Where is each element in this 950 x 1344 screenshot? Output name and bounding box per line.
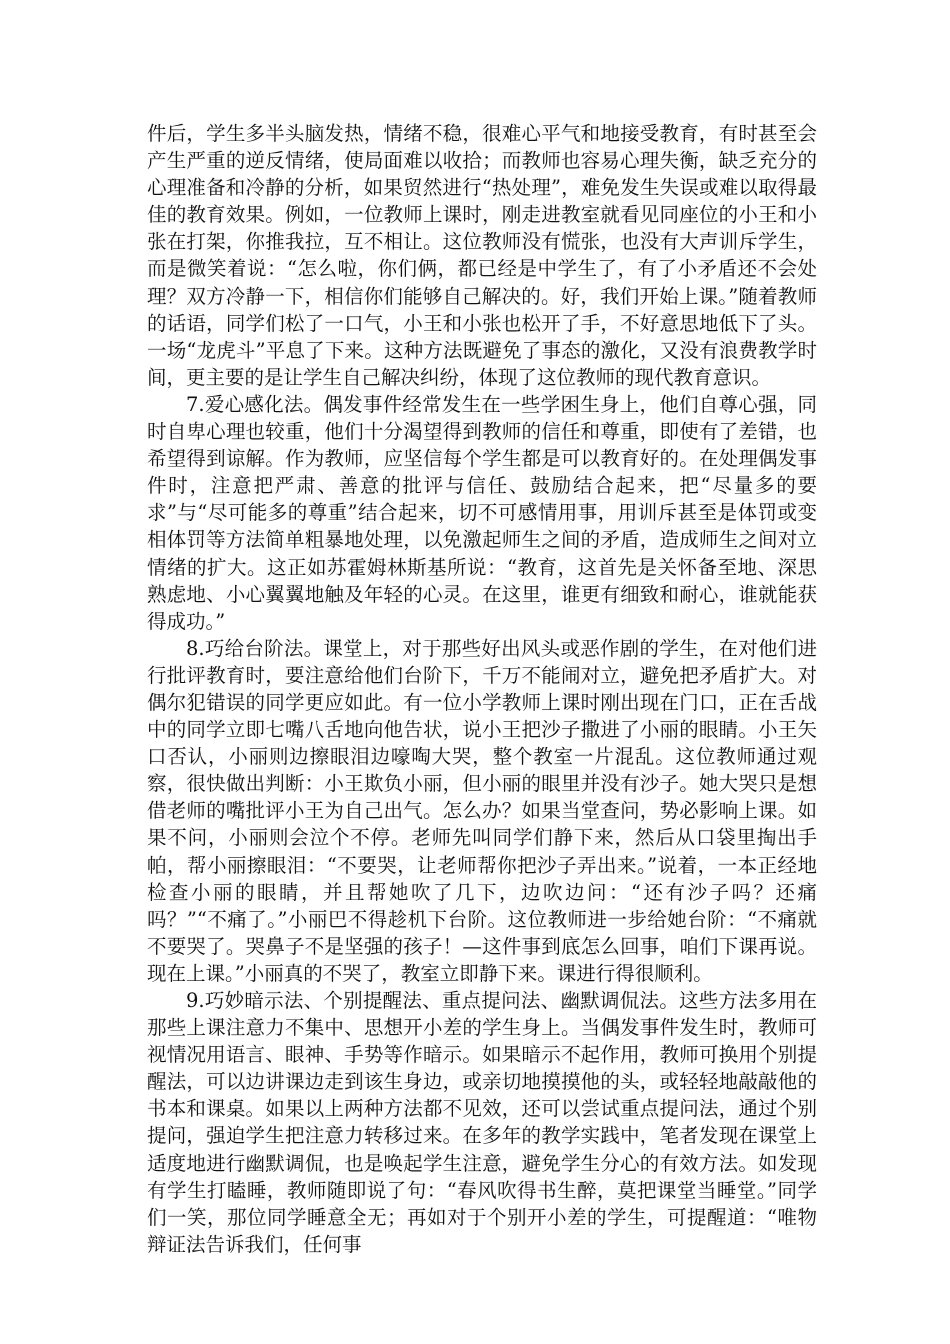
paragraph-7-love-influence-method: 7.爱心感化法。偶发事件经常发生在一些学困生身上，他们自尊心强，同时自卑心理也较重，他们十分渴望得到教师的信任和尊重，即使有了差错，也希望得到谅解。作为教师，应坚信每个学生都是可以教育好的。在处理偶发事件时，注意把严肃、善意的批评与信任、鼓励结合起来，把“尽量多的要求”与“尽可能多的尊重”结合起来，切不可感情用事，用训斥甚至是体罚或变相体罚等方法简单粗暴地处理，以免激起师生之间的矛盾，造成师生之间对立情绪的扩大。这正如苏霍姆林斯基所说：“教育，这首先是关怀备至地、深思熟虑地、小心翼翼地触及年轻的心灵。在这里，谁更有细致和耐心，谁就能获得成功。” [147,392,817,633]
paragraph-9-hint-remind-methods: 9.巧妙暗示法、个别提醒法、重点提问法、幽默调侃法。这些方法多用在那些上课注意力不集中、思想开小差的学生身上。当偶发事件发生时，教师可视情况用语言、眼神、手势等作暗示。如果暗示不起作用，教师可换用个别提醒法，可以边讲课边走到该生身边，或亲切地摸摸他的头，或轻轻地敲敲他的书本和课桌。如果以上两种方法都不见效，还可以尝试重点提问法，通过个别提问，强迫学生把注意力转移过来。在多年的教学实践中，笔者发现在课堂上适度地进行幽默调侃，也是唤起学生注意，避免学生分心的有效方法。如发现有学生打瞌睡，教师随即说了句：“春风吹得书生醉，莫把课堂当睡堂。”同学们一笑，那位同学睡意全无；再如对于个别开小差的学生，可提醒道：“唯物辩证法告诉我们，任何事 [147,989,817,1256]
paragraph-continuation: 件后，学生多半头脑发热，情绪不稳，很难心平气和地接受教育，有时甚至会产生严重的逆反情绪，使局面难以收拾；而教师也容易心理失衡，缺乏充分的心理准备和冷静的分析，如果贸然进行“热处理”，难免发生失误或难以取得最佳的教育效果。例如，一位教师上课时，刚走进教室就看见同座位的小王和小张在打架，你推我拉，互不相让。这位教师没有慌张，也没有大声训斥学生，而是微笑着说：“怎么啦，你们俩，都已经是中学生了，有了小矛盾还不会处理？双方冷静一下，相信你们能够自己解决的。好，我们开始上课。”随着教师的话语，同学们松了一口气，小王和小张也松开了手，不好意思地低下了头。一场“龙虎斗”平息了下来。这种方法既避免了事态的激化，又没有浪费教学时间，更主要的是让学生自己解决纠纷，体现了这位教师的现代教育意识。 [147,122,817,389]
paragraph-8-give-steps-method: 8.巧给台阶法。课堂上，对于那些好出风头或恶作剧的学生，在对他们进行批评教育时，要注意给他们台阶下，千万不能闹对立，避免把矛盾扩大。对偶尔犯错误的同学更应如此。有一位小学教师上课时刚出现在门口，正在舌战中的同学立即七嘴八舌地向他告状，说小王把沙子撒进了小丽的眼睛。小王矢口否认，小丽则边擦眼泪边嚎啕大哭，整个教室一片混乱。这位教师通过观察，很快做出判断：小王欺负小丽，但小丽的眼里并没有沙子。她大哭只是想借老师的嘴批评小王为自己出气。怎么办？如果当堂查问，势必影响上课。如果不问，小丽则会泣个不停。老师先叫同学们静下来，然后从口袋里掏出手帕，帮小丽擦眼泪：“不要哭，让老师帮你把沙子弄出来。”说着，一本正经地检查小丽的眼睛，并且帮她吹了几下，边吹边问：“还有沙子吗？还痛吗？”“不痛了。”小丽巴不得趁机下台阶。这位教师进一步给她台阶：“不痛就不要哭了。哭鼻子不是坚强的孩子！—这件事到底怎么回事，咱们下课再说。现在上课。”小丽真的不哭了，教室立即静下来。课进行得很顺利。 [147,636,817,985]
body-text [147,120,817,1258]
